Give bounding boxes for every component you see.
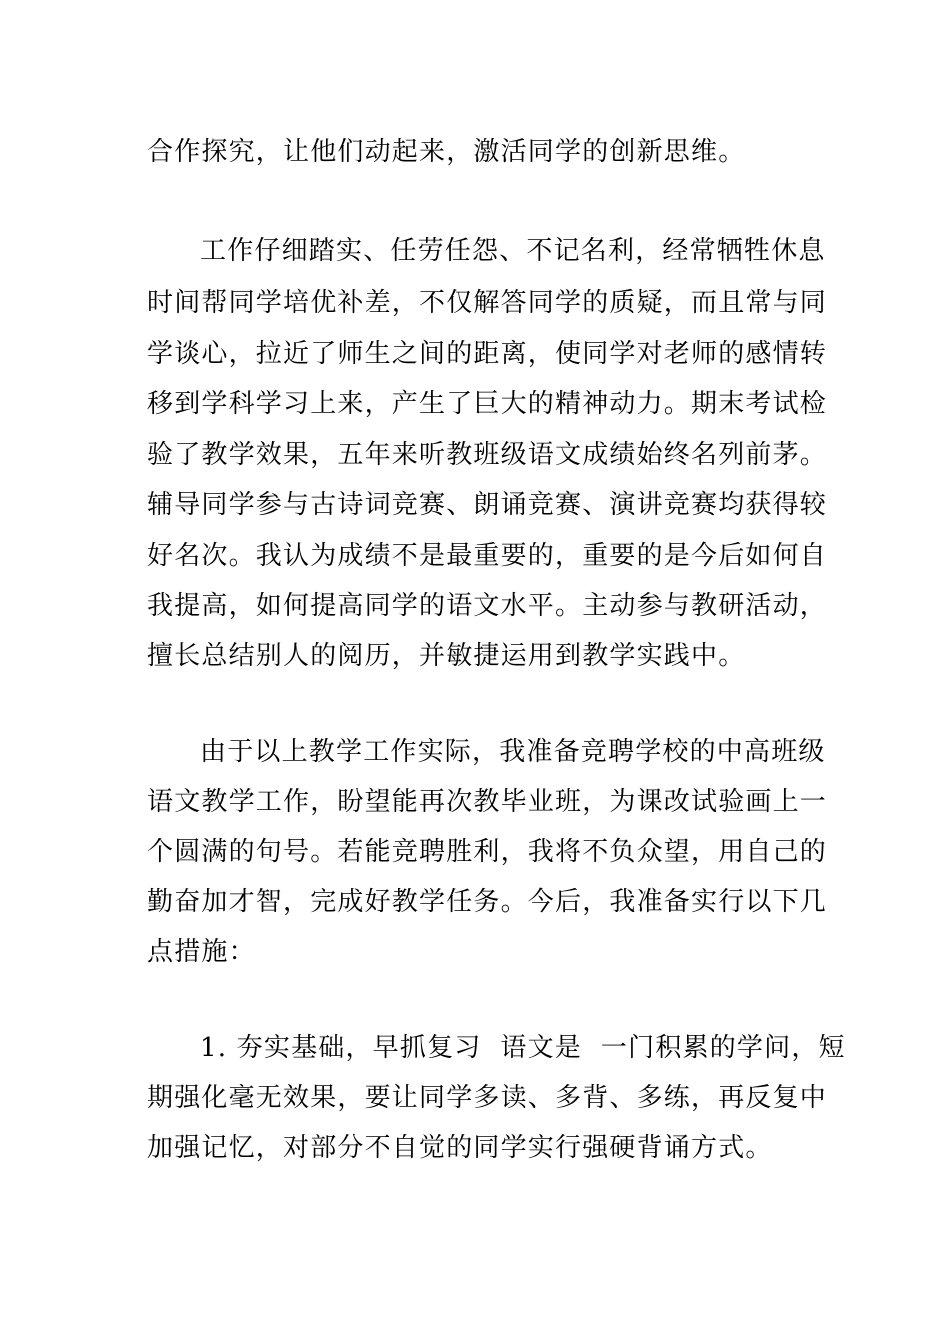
paragraph-2-line-8: 我提高，如何提高同学的语文水平。主动参与教研活动， — [147, 591, 828, 621]
paragraph-2-line-7: 好名次。我认为成绩不是最重要的，重要的是今后如何自 — [147, 541, 828, 571]
paragraph-2-line-5: 验了教学效果，五年来听教班级语文成绩始终名列前茅。 — [147, 440, 828, 470]
paragraph-1-line-1: 合作探究，让他们动起来，激活同学的创新思维。 — [147, 137, 746, 167]
paragraph-4-line-2: 期强化毫无效果，要让同学多读、多背、多练，再反复中 — [147, 1083, 828, 1113]
paragraph-2-line-3: 学谈心，拉近了师生之间的距离，使同学对老师的感情转 — [147, 339, 828, 369]
paragraph-3-line-3: 个圆满的句号。若能竞聘胜利，我将不负众望，用自己的 — [147, 837, 828, 867]
paragraph-2-line-9: 擅长总结别人的阅历，并敏捷运用到教学实践中。 — [147, 641, 746, 671]
paragraph-2-line-4: 移到学科学习上来，产生了巨大的精神动力。期末考试检 — [147, 389, 828, 419]
paragraph-4-line-3: 加强记忆，对部分不自觉的同学实行强硬背诵方式。 — [147, 1133, 773, 1163]
paragraph-3-line-4: 勤奋加才智，完成好教学任务。今后，我准备实行以下几 — [147, 887, 828, 917]
paragraph-4-line-1: 1. 夯实基础，早抓复习 语文是 一门积累的学问，短 — [200, 1033, 846, 1063]
paragraph-3-line-5: 点措施： — [147, 937, 256, 967]
paragraph-2-line-1: 工作仔细踏实、任劳任怨、不记名利，经常牺牲休息 — [200, 236, 826, 266]
paragraph-3-line-2: 语文教学工作，盼望能再次教毕业班，为课改试验画上一 — [147, 787, 828, 817]
paragraph-3-line-1: 由于以上教学工作实际，我准备竞聘学校的中高班级 — [200, 737, 826, 767]
paragraph-2-line-2: 时间帮同学培优补差，不仅解答同学的质疑，而且常与同 — [147, 288, 828, 318]
paragraph-2-line-6: 辅导同学参与古诗词竞赛、朗诵竞赛、演讲竞赛均获得较 — [147, 490, 828, 520]
